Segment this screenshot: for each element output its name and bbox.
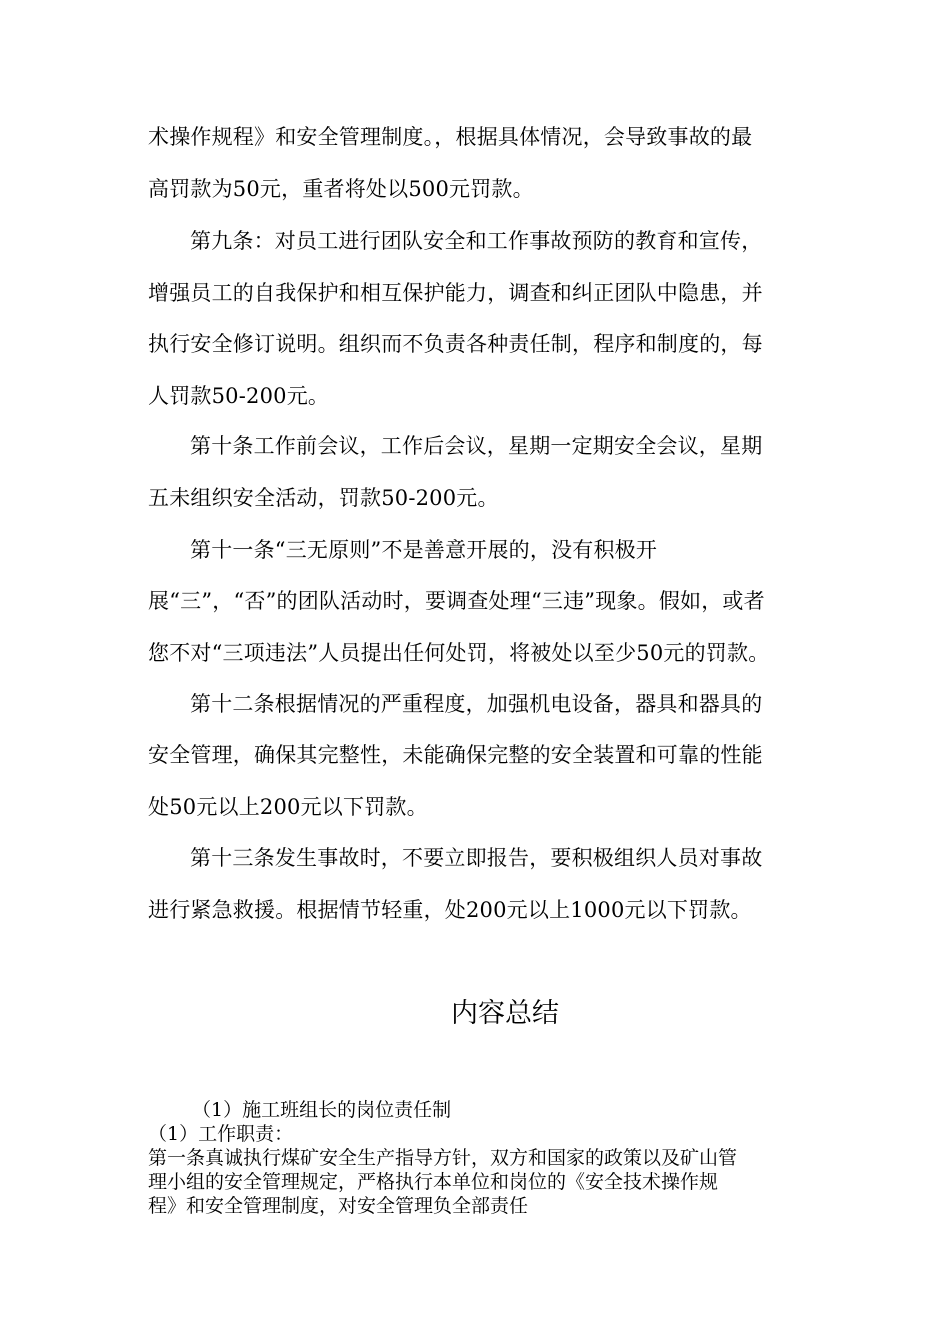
body-line: 执行安全修订说明。组织而不负责各种责任制，程序和制度的，每 (148, 332, 763, 356)
body-line: 进行紧急救援。根据情节轻重，处200元以上1000元以下罚款。 (148, 898, 752, 922)
body-line: 您不对“三项违法”人员提出任何处罚，将被处以至少50元的罚款。 (148, 641, 770, 665)
summary-line: 第一条真诚执行煤矿安全生产指导方针，双方和国家的政策以及矿山管 (148, 1147, 738, 1169)
body-line: 术操作规程》和安全管理制度。，根据具体情况，会导致事故的最 (148, 125, 753, 149)
summary-subheading: （1）工作职责： (148, 1123, 294, 1145)
summary-heading: （1）施工班组长的岗位责任制 (192, 1099, 452, 1121)
body-line: 展“三”，“否”的团队活动时，要调查处理“三违”现象。假如，或者 (148, 589, 765, 613)
summary-line: 程》和安全管理制度，对安全管理负全部责任 (148, 1195, 529, 1217)
article-9-line: 第九条：对员工进行团队安全和工作事故预防的教育和宣传， (190, 229, 763, 253)
body-line: 安全管理，确保其完整性，未能确保完整的安全装置和可靠的性能 (148, 743, 763, 767)
body-line: 高罚款为50元，重者将处以500元罚款。 (148, 177, 534, 201)
summary-line: 理小组的安全管理规定，严格执行本单位和岗位的《安全技术操作规 (148, 1171, 719, 1193)
body-line: 增强员工的自我保护和相互保护能力，调查和纠正团队中隐患，并 (148, 281, 763, 305)
summary-title: 内容总结 (451, 998, 559, 1029)
article-12-line: 第十二条根据情况的严重程度，加强机电设备，器具和器具的 (190, 692, 763, 716)
body-line: 五未组织安全活动，罚款50-200元。 (148, 486, 499, 510)
article-10-line: 第十条工作前会议，工作后会议，星期一定期安全会议，星期 (190, 434, 763, 458)
body-line: 人罚款50-200元。 (148, 384, 330, 408)
body-line: 处50元以上200元以下罚款。 (148, 795, 428, 819)
article-13-line: 第十三条发生事故时，不要立即报告，要积极组织人员对事故 (190, 846, 763, 870)
article-11-line: 第十一条“三无原则”不是善意开展的，没有积极开 (190, 538, 658, 562)
